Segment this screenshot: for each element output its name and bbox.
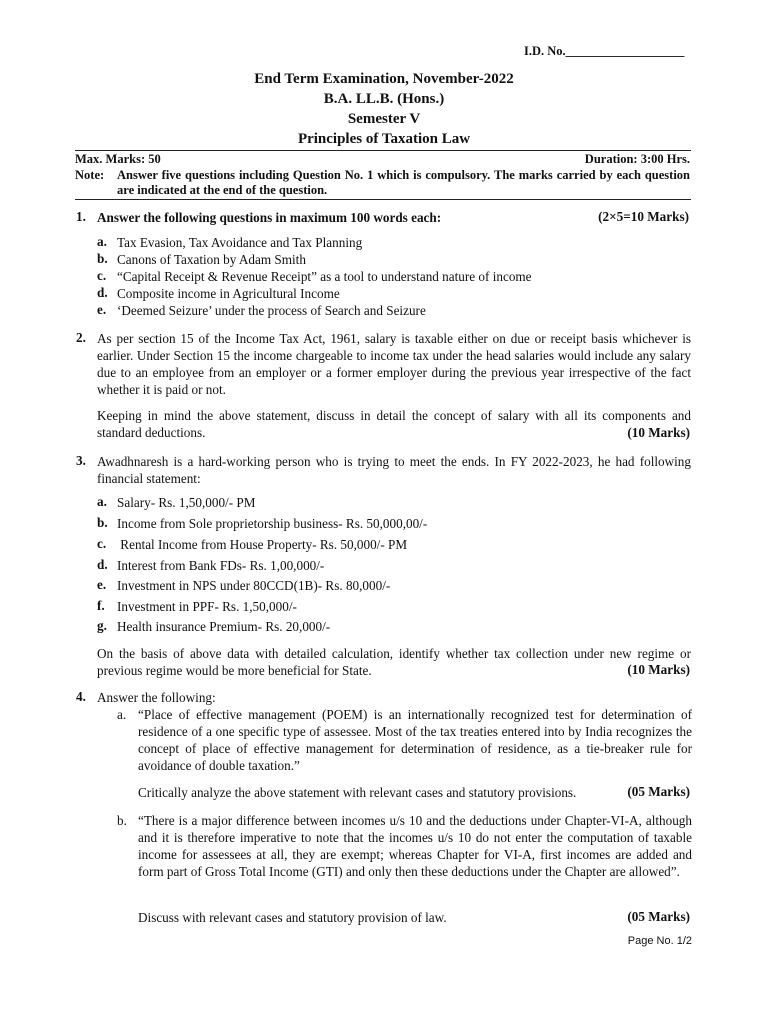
q4a-marks: (05 Marks) [627, 784, 690, 799]
list-item-label: a. [97, 494, 107, 509]
page-number: Page No. 1/2 [627, 935, 692, 947]
q3-marks: (10 Marks) [627, 662, 690, 677]
q3-number: 3. [76, 453, 86, 468]
q4-intro: Answer the following: [97, 690, 216, 705]
q4a-label: a. [117, 707, 127, 722]
q4b-marks: (05 Marks) [627, 909, 690, 924]
list-item: Income from Sole proprietorship business- Rs. 50,000,00/- [117, 516, 428, 531]
id-number-field: I.D. No.___________________ [524, 44, 685, 58]
list-item: “Capital Receipt & Revenue Receipt” as a tool to understand nature of income [117, 269, 532, 284]
q4a-quote: “Place of effective management (POEM) is an internationally recognized test for determination of residence of a one specific type of assessee. Most of the tax treaties entered into by India recognizes the concept of place of effective management for determination of residence, as a tie-breaker rule for avoidance of double taxation.” [138, 707, 692, 773]
q2-marks: (10 Marks) [627, 425, 690, 440]
header-divider-top [75, 150, 691, 151]
list-item-label: e. [97, 302, 107, 317]
list-item: Interest from Bank FDs- Rs. 1,00,000/- [117, 558, 325, 573]
list-item: Composite income in Agricultural Income [117, 286, 340, 301]
q2-number: 2. [76, 330, 86, 345]
q3-conclusion: On the basis of above data with detailed calculation, identify whether tax collection under new regime or previous regime would be more beneficial for State. [97, 646, 691, 678]
subject-title: Principles of Taxation Law [297, 131, 471, 147]
list-item-label: b. [97, 515, 108, 530]
header-divider-bottom [75, 199, 691, 200]
semester-title: Semester V [347, 111, 421, 127]
max-marks: Max. Marks: 50 [75, 152, 161, 166]
list-item: Investment in PPF- Rs. 1,50,000/- [117, 599, 297, 614]
list-item-label: g. [97, 618, 107, 633]
list-item-label: d. [97, 285, 108, 300]
list-item: Tax Evasion, Tax Avoidance and Tax Planning [117, 235, 363, 250]
program-title: B.A. LL.B. (Hons.) [323, 91, 445, 107]
duration: Duration: 3:00 Hrs. [584, 152, 690, 166]
q1-text: Answer the following questions in maximum 100 words each: [97, 210, 442, 225]
list-item: ‘Deemed Seizure’ under the process of Search and Seizure [117, 303, 426, 318]
list-item-label: c. [97, 536, 107, 551]
q1-number: 1. [76, 209, 86, 224]
q4b-quote: “There is a major difference between incomes u/s 10 and the deductions under Chapter-VI-A, although and it is therefore imperative to note that the incomes u/s 10 do not enter the computation of taxable income for assessees at all, they are exempt; whereas Chapter for VI-A, first incomes are added and form part of Gross Total Income (GTI) and only then these deductions under the Chapter are allowed”. [138, 813, 692, 879]
note-text: Answer five questions including Question No. 1 which is compulsory. The marks carried by each question are indicated at the end of the question. [117, 168, 690, 197]
q4a-task: Critically analyze the above statement with relevant cases and statutory provisions. [138, 785, 577, 800]
note-label: Note: [75, 168, 105, 182]
list-item-label: e. [97, 577, 107, 592]
list-item: Rental Income from House Property- Rs. 50,000/- PM [117, 537, 408, 552]
list-item: Canons of Taxation by Adam Smith [117, 252, 306, 267]
q3-intro: Awadhnaresh is a hard-working person who is trying to meet the ends. In FY 2022-2023, he had following financial statement: [97, 454, 691, 486]
list-item-label: a. [97, 234, 107, 249]
q4-number: 4. [76, 689, 86, 704]
list-item: Health insurance Premium- Rs. 20,000/- [117, 619, 331, 634]
q2-paragraph: As per section 15 of the Income Tax Act, 1961, salary is taxable either on due or receipt basis whichever is earlier. Under Section 15 the income chargeable to income tax under the head salaries would include any salary due to an employee from an employer or a former employer during the previous year irrespective of the fact whether it is paid or not. [97, 331, 691, 397]
list-item-label: c. [97, 268, 107, 283]
list-item: Investment in NPS under 80CCD(1B)- Rs. 80,000/- [117, 578, 391, 593]
q4b-task: Discuss with relevant cases and statutory provision of law. [138, 910, 447, 925]
list-item: Salary- Rs. 1,50,000/- PM [117, 495, 256, 510]
list-item-label: d. [97, 557, 108, 572]
exam-title: End Term Examination, November-2022 [254, 71, 514, 87]
list-item-label: b. [97, 251, 108, 266]
q1-marks: (2×5=10 Marks) [598, 209, 689, 224]
q4b-label: b. [117, 813, 127, 828]
q2-instruction: Keeping in mind the above statement, discuss in detail the concept of salary with all its components and standard deductions. [97, 408, 691, 440]
list-item-label: f. [97, 598, 105, 613]
